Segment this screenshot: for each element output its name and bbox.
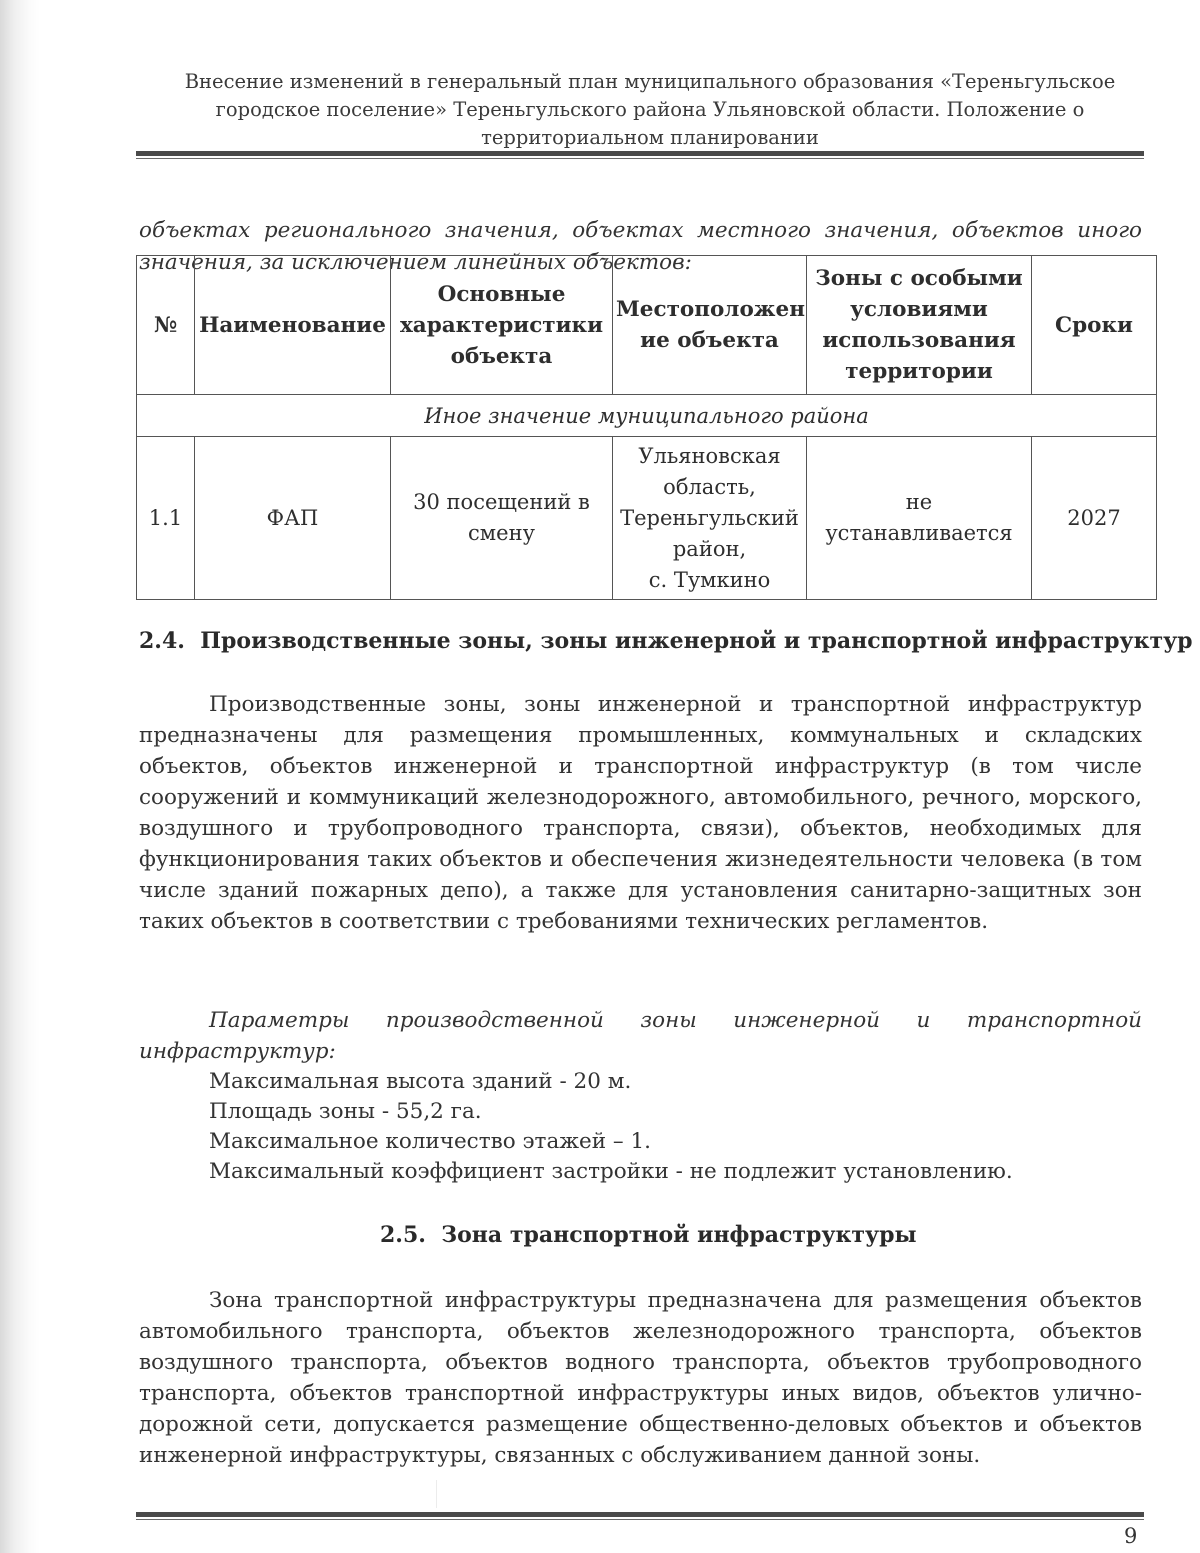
objects-table [136,255,1157,600]
table-row [137,437,1157,600]
header-divider [136,151,1144,159]
parameter-item: Площадь зоны - 55,2 га. [209,1099,482,1124]
parameters-title: Параметры производственной зоны инженерной и транспортной инфраструктур: [139,1008,1142,1064]
section-2-4-paragraph: Производственные зоны, зоны инженерной и транспортной инфраструктур предназначены для размещения промышленных, коммунальных и складских объектов, объектов инженерной и транспортной инфраструктур (в том числе сооружений и коммуникаций железнодорожного, автомобильного, речного, морского, воздушного и трубопроводного транспорта, связи), объектов, необходимых для функционирования таких объектов и обеспечения жизнедеятельности человека (в том числе зданий пожарных депо), а также для установления санитарно-защитных зон таких объектов в соответствии с требованиями технических регламентов. [139,692,1142,934]
location-line: район, [672,536,747,561]
column-header-term: Сроки [1032,256,1157,395]
column-header-location: Местоположен ие объекта [613,256,807,395]
document-header [170,68,1130,152]
cell-number: 1.1 [137,437,195,600]
header-line: территориальном планировании [481,126,819,149]
parameter-item: Максимальное количество этажей – 1. [209,1129,652,1154]
scan-edge-shadow [0,0,40,1553]
header-line: городское поселение» Тереньгульского района Ульяновской области. Положение о [215,98,1085,121]
location-line: Тереньгульский [620,505,799,530]
section-heading-2-5 [380,1222,917,1248]
section-title: Зона транспортной инфраструктуры [441,1222,917,1248]
cell-name: ФАП [195,437,391,600]
intro-text: объектах регионального значения, объектах местного значения, объектов иного значения, за исключением линейных объектов: [139,217,1142,275]
footer-divider [136,1512,1144,1520]
column-header-number: № [137,256,195,395]
table-section-row [137,395,1157,437]
column-header-name: Наименование [195,256,391,395]
cell-characteristics: 30 посещений в смену [391,437,613,600]
section-heading-2-4 [139,628,1193,654]
section-title: Производственные зоны, зоны инженерной и транспортной инфраструктур [200,628,1193,654]
section-2-5-paragraph: Зона транспортной инфраструктуры предназначена для размещения объектов автомобильного транспорта, объектов железнодорожного транспорта, объектов воздушного транспорта, объектов водного транспорта, объектов трубопроводного транспорта, объектов транспортной инфраструктуры иных видов, объектов улично-дорожной сети, допускается размещение общественно-деловых объектов и объектов инженерной инфраструктуры, связанных с обслуживанием данной зоны. [139,1288,1142,1468]
scan-mark [436,1480,437,1508]
parameter-item: Максимальная высота зданий - 20 м. [209,1069,632,1094]
column-header-characteristics: Основные характеристики объекта [391,256,613,395]
column-header-zones: Зоны с особыми условиями использования территории [807,256,1032,395]
location-line: с. Тумкино [648,567,771,592]
header-line: Внесение изменений в генеральный план муниципального образования «Тереньгульское [184,70,1116,93]
cell-location [613,437,807,600]
parameters-list [209,1067,1013,1187]
cell-term: 2027 [1032,437,1157,600]
section-number: 2.5. [380,1222,426,1248]
section-number: 2.4. [139,628,185,654]
table-header-row [137,256,1157,395]
location-line: Ульяновская [638,443,781,468]
parameter-item: Максимальный коэффициент застройки - не подлежит установлению. [209,1159,1013,1184]
location-line: область, [663,474,756,499]
table-section-label: Иное значение муниципального района [137,395,1157,437]
cell-zones: не устанавливается [807,437,1032,600]
page-number: 9 [1124,1524,1138,1548]
